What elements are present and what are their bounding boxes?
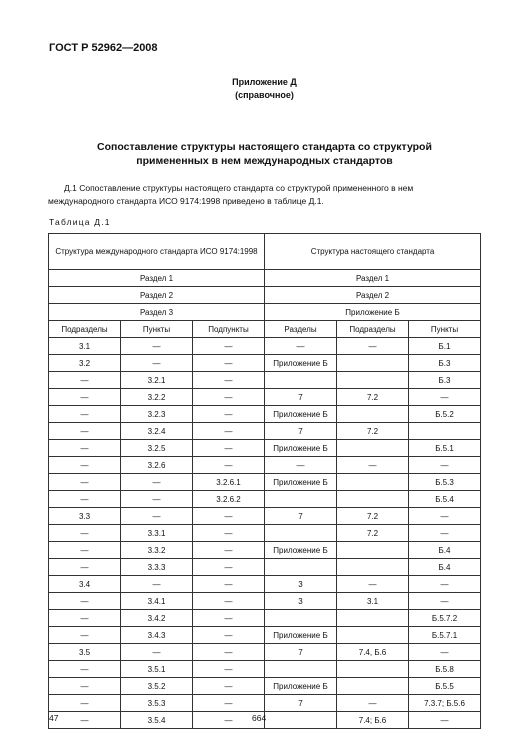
- table-cell: [265, 525, 337, 542]
- table-cell: 7: [265, 423, 337, 440]
- table-cell: 3.2.4: [121, 423, 193, 440]
- table-cell: Б.1: [409, 338, 481, 355]
- table-row: [49, 610, 481, 627]
- table-cell: [337, 474, 409, 491]
- table-cell: 3.3: [49, 508, 121, 525]
- table-cell: Б.5.3: [409, 474, 481, 491]
- table-cell: 7.4; Б.6: [337, 712, 409, 729]
- table-cell: 3.4.1: [121, 593, 193, 610]
- table-cell: —: [49, 661, 121, 678]
- table-cell: —: [193, 559, 265, 576]
- section-title: [80, 140, 449, 168]
- table-cell: Приложение Б: [265, 355, 337, 372]
- table-cell: 3.4.3: [121, 627, 193, 644]
- page-number-center: 664: [252, 713, 267, 723]
- table-cell: —: [265, 338, 337, 355]
- table-cell: —: [49, 559, 121, 576]
- table-cell: —: [49, 372, 121, 389]
- table-cell: —: [193, 695, 265, 712]
- section-cell-national: Раздел 2: [265, 287, 481, 304]
- table-cell: —: [193, 627, 265, 644]
- table-cell: —: [49, 610, 121, 627]
- table-row: [49, 576, 481, 593]
- table-cell: —: [193, 423, 265, 440]
- table-cell: Б.4: [409, 542, 481, 559]
- table-row: [49, 491, 481, 508]
- table-row: [49, 644, 481, 661]
- table-cell: [265, 610, 337, 627]
- table-cell: 3.3.2: [121, 542, 193, 559]
- table-cell: 3.5.4: [121, 712, 193, 729]
- table-cell: —: [193, 610, 265, 627]
- table-cell: 7: [265, 389, 337, 406]
- section-cell-national: Приложение Б: [265, 304, 481, 321]
- table-cell: —: [121, 644, 193, 661]
- table-cell: 3: [265, 576, 337, 593]
- section-cell-international: Раздел 1: [49, 270, 265, 287]
- table-row: [49, 593, 481, 610]
- header-national: Структура настоящего стандарта: [265, 234, 481, 270]
- table-row: [49, 525, 481, 542]
- table-row: [49, 474, 481, 491]
- table-cell: —: [409, 576, 481, 593]
- table-cell: Б.4: [409, 559, 481, 576]
- table-cell: —: [193, 542, 265, 559]
- table-cell: —: [337, 695, 409, 712]
- table-cell: —: [409, 644, 481, 661]
- comparison-table: [48, 233, 481, 729]
- intro-paragraph: Д.1 Сопоставление структуры настоящего стандарта со структурой примененного в нем международного стандарта ИСО 9174:1998 приведено в таблице Д.1.: [48, 183, 414, 206]
- table-cell: —: [49, 627, 121, 644]
- column-header: Разделы: [265, 321, 337, 338]
- table-row: [49, 559, 481, 576]
- table-row: [49, 542, 481, 559]
- column-header: Подпункты: [193, 321, 265, 338]
- table-cell: 7: [265, 695, 337, 712]
- table-cell: [337, 610, 409, 627]
- table-cell: 3.2.6.1: [193, 474, 265, 491]
- table-cell: —: [409, 593, 481, 610]
- table-cell: —: [49, 389, 121, 406]
- table-cell: —: [193, 508, 265, 525]
- section-title-line-1: Сопоставление структуры настоящего стандарта со структурой: [97, 141, 432, 153]
- table-cell: —: [193, 644, 265, 661]
- table-cell: 3.1: [49, 338, 121, 355]
- table-cell: —: [49, 712, 121, 729]
- table-cell: —: [121, 474, 193, 491]
- table-cell: —: [193, 661, 265, 678]
- table-row: [49, 355, 481, 372]
- table-row: [49, 338, 481, 355]
- column-header: Пункты: [121, 321, 193, 338]
- table-cell: —: [409, 525, 481, 542]
- table-cell: Б.5.1: [409, 440, 481, 457]
- table-cell: 3.3.1: [121, 525, 193, 542]
- table-cell: —: [49, 491, 121, 508]
- table-row: [49, 423, 481, 440]
- page-number-left: 47: [49, 713, 59, 723]
- annex-subtitle: (справочное): [235, 90, 294, 100]
- table-cell: —: [193, 440, 265, 457]
- table-cell: —: [193, 355, 265, 372]
- table-cell: [337, 491, 409, 508]
- table-row: [49, 440, 481, 457]
- table-cell: [337, 406, 409, 423]
- table-cell: [409, 423, 481, 440]
- table-cell: 3.4: [49, 576, 121, 593]
- section-title-line-2: примененных в нем международных стандартов: [136, 155, 393, 167]
- table-cell: —: [337, 338, 409, 355]
- table-cell: —: [193, 457, 265, 474]
- table-cell: [337, 627, 409, 644]
- table-cell: 3.2.6: [121, 457, 193, 474]
- table-cell: 7.2: [337, 508, 409, 525]
- table-cell: —: [193, 678, 265, 695]
- table-caption: Таблица Д.1: [49, 217, 111, 227]
- table-cell: Приложение Б: [265, 678, 337, 695]
- table-cell: Б.5.5: [409, 678, 481, 695]
- table-cell: 3.2.6.2: [193, 491, 265, 508]
- table-cell: Приложение Б: [265, 542, 337, 559]
- column-header: Подразделы: [337, 321, 409, 338]
- table-cell: Приложение Б: [265, 406, 337, 423]
- table-row: [49, 695, 481, 712]
- table-cell: 3.3.3: [121, 559, 193, 576]
- table-cell: Б.3: [409, 372, 481, 389]
- table-cell: —: [121, 508, 193, 525]
- column-header-row: [49, 321, 481, 338]
- table-cell: —: [49, 695, 121, 712]
- annex-title: Приложение Д: [232, 77, 297, 87]
- table-cell: Б.3: [409, 355, 481, 372]
- table-cell: —: [49, 525, 121, 542]
- table-cell: —: [49, 474, 121, 491]
- table-cell: 3.1: [337, 593, 409, 610]
- table-cell: [337, 559, 409, 576]
- column-header: Подразделы: [49, 321, 121, 338]
- table-cell: 7: [265, 644, 337, 661]
- table-cell: 3.2.3: [121, 406, 193, 423]
- table-cell: 7: [265, 508, 337, 525]
- section-cell-national: Раздел 1: [265, 270, 481, 287]
- table-cell: [265, 491, 337, 508]
- table-cell: —: [409, 508, 481, 525]
- table-cell: [337, 440, 409, 457]
- table-cell: 3.2: [49, 355, 121, 372]
- table-cell: Б.5.7.2: [409, 610, 481, 627]
- section-row: [49, 270, 481, 287]
- table-cell: [265, 712, 337, 729]
- table-cell: —: [121, 355, 193, 372]
- table-cell: [337, 355, 409, 372]
- standard-number: ГОСТ Р 52962—2008: [49, 42, 158, 54]
- table-cell: —: [49, 593, 121, 610]
- table-cell: [337, 372, 409, 389]
- section-row: [49, 304, 481, 321]
- table-row: [49, 678, 481, 695]
- table-cell: —: [193, 525, 265, 542]
- table-row: [49, 661, 481, 678]
- table-cell: —: [193, 338, 265, 355]
- table-cell: —: [409, 457, 481, 474]
- table-cell: Б.5.2: [409, 406, 481, 423]
- table-cell: —: [193, 593, 265, 610]
- table-cell: [265, 661, 337, 678]
- table-cell: 3.2.1: [121, 372, 193, 389]
- column-header: Пункты: [409, 321, 481, 338]
- table-cell: 7.2: [337, 389, 409, 406]
- table-cell: —: [409, 389, 481, 406]
- table-cell: Приложение Б: [265, 440, 337, 457]
- table-row: [49, 457, 481, 474]
- table-cell: Приложение Б: [265, 627, 337, 644]
- table-cell: —: [193, 712, 265, 729]
- section-cell-international: Раздел 2: [49, 287, 265, 304]
- table-cell: Б.5.7.1: [409, 627, 481, 644]
- table-cell: Б.5.4: [409, 491, 481, 508]
- header-international: Структура международного стандарта ИСО 9174:1998: [49, 234, 265, 270]
- table-cell: 7.2: [337, 423, 409, 440]
- table-cell: 3.5.2: [121, 678, 193, 695]
- table-cell: Приложение Б: [265, 474, 337, 491]
- table-cell: 3.4.2: [121, 610, 193, 627]
- table-cell: 7.3.7; Б.5.6: [409, 695, 481, 712]
- table-cell: —: [193, 406, 265, 423]
- table-cell: —: [337, 457, 409, 474]
- table-cell: —: [265, 457, 337, 474]
- table-cell: 3.5.3: [121, 695, 193, 712]
- table-cell: —: [49, 423, 121, 440]
- table-cell: 3: [265, 593, 337, 610]
- table-row: [49, 406, 481, 423]
- table-cell: Б.5.8: [409, 661, 481, 678]
- table-cell: 3.5.1: [121, 661, 193, 678]
- section-cell-international: Раздел 3: [49, 304, 265, 321]
- table-cell: —: [409, 712, 481, 729]
- table-cell: 7.2: [337, 525, 409, 542]
- table-cell: 3.5: [49, 644, 121, 661]
- table-cell: —: [49, 542, 121, 559]
- table-cell: [265, 372, 337, 389]
- table-cell: —: [121, 491, 193, 508]
- table-cell: —: [49, 406, 121, 423]
- table-cell: —: [193, 372, 265, 389]
- table-cell: 3.2.2: [121, 389, 193, 406]
- table-cell: —: [193, 576, 265, 593]
- table-cell: [337, 661, 409, 678]
- table-cell: [337, 678, 409, 695]
- table-cell: —: [193, 389, 265, 406]
- table-cell: [337, 542, 409, 559]
- section-row: [49, 287, 481, 304]
- table-cell: 7.4, Б.6: [337, 644, 409, 661]
- table-row: [49, 372, 481, 389]
- table-cell: —: [337, 576, 409, 593]
- table-row: [49, 508, 481, 525]
- table-cell: —: [49, 440, 121, 457]
- table-cell: 3.2.5: [121, 440, 193, 457]
- table-row: [49, 389, 481, 406]
- table-cell: —: [121, 576, 193, 593]
- table-cell: [265, 559, 337, 576]
- table-cell: —: [49, 678, 121, 695]
- table-cell: —: [121, 338, 193, 355]
- table-cell: —: [49, 457, 121, 474]
- table-row: [49, 627, 481, 644]
